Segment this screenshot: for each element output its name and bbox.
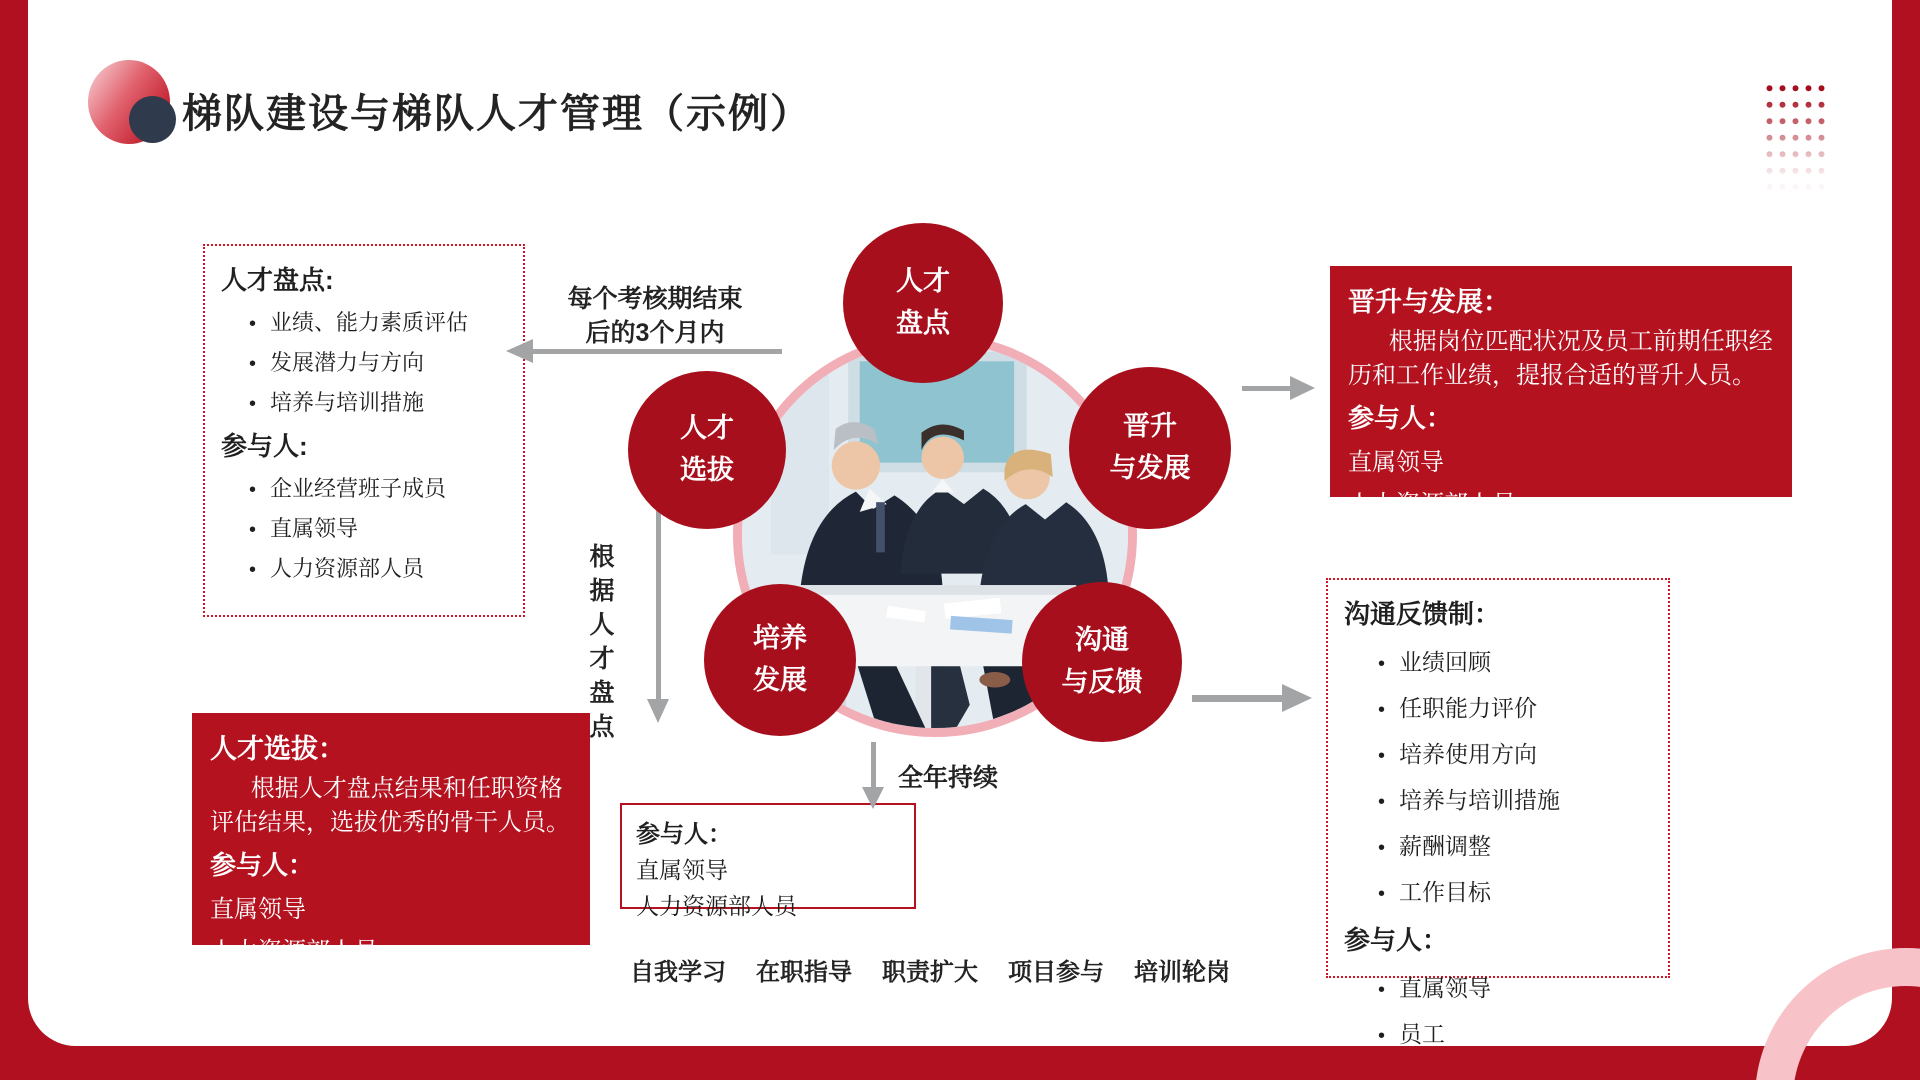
box-title: 晋升与发展：	[1348, 287, 1510, 317]
bullet-item: • 薪酬调整	[1378, 828, 1652, 861]
box-title: 人才选拔：	[210, 734, 345, 764]
participant-line: 直属领导	[636, 857, 728, 883]
bullet-item: • 培养与培训措施	[249, 386, 507, 417]
circle-label: 盘点	[896, 308, 950, 338]
participants-title: 参与人：	[1344, 925, 1449, 955]
method-label: 在职指导	[756, 959, 852, 986]
talent-inventory-box	[203, 244, 525, 617]
review-period-line2: 后的3个月内	[585, 318, 725, 347]
participant-line: 人力资源部人员	[636, 893, 797, 919]
arrow-down-icon	[647, 699, 669, 723]
participants-title: 参与人：	[636, 821, 732, 848]
center-participants-box	[620, 803, 916, 919]
review-period-label	[512, 283, 798, 351]
method-label: 自我学习	[630, 959, 726, 986]
bullet-item: • 人力资源部人员	[249, 552, 507, 583]
participant-line: 直属领导	[210, 896, 306, 924]
participant-line: 直属领导	[1348, 449, 1444, 477]
participant-line: 人力资源部人员	[210, 938, 378, 966]
participants-title: 参与人:	[221, 431, 308, 461]
method-label: 项目参与	[1008, 959, 1104, 986]
circle-label: 与发展	[1109, 453, 1191, 483]
based-on-inventory-label: 根据人才盘点	[586, 543, 614, 747]
arrow-left-icon	[506, 339, 533, 363]
dot-grid-fade	[1763, 80, 1829, 194]
page-title: 梯队建设与梯队人才管理（示例）	[182, 92, 812, 136]
circle-label: 与反馈	[1061, 667, 1143, 697]
year-round-label: 全年持续	[898, 764, 999, 792]
bullet-item: • 企业经营班子成员	[249, 472, 507, 503]
participant-line: 人力资源部人员	[1348, 491, 1516, 519]
bullet-item: • 任职能力评价	[1378, 690, 1652, 723]
circle-label: 培养	[753, 623, 807, 654]
circle-label: 人才	[680, 413, 734, 444]
box-body: 根据岗位匹配状况及员工前期任职经历和工作业绩，提报合适的晋升人员。	[1348, 328, 1773, 389]
circle-cultivation-development	[704, 584, 856, 736]
method-label: 培训轮岗	[1134, 959, 1230, 986]
bullet-item: • 工作目标	[1378, 874, 1652, 907]
circle-label: 沟通	[1075, 625, 1129, 656]
circle-label: 晋升	[1123, 411, 1177, 442]
circle-label: 选拔	[680, 455, 734, 485]
circle-talent-selection	[628, 371, 786, 529]
circle-label: 发展	[753, 665, 807, 695]
circle-promotion-development	[1069, 367, 1231, 529]
talent-selection-box	[192, 713, 590, 966]
logo-dark-circle-icon	[129, 96, 176, 143]
bullet-item: • 业绩、能力素质评估	[249, 306, 507, 337]
circle-communication-feedback	[1022, 582, 1182, 742]
arrow-right-line	[1192, 695, 1284, 702]
development-methods-row	[630, 952, 1230, 987]
bullet-item: • 培养与培训措施	[1378, 782, 1652, 815]
participants-title: 参与人：	[210, 850, 315, 881]
box-title: 人才盘点:	[221, 265, 334, 295]
review-period-line1: 每个考核期结束	[567, 285, 743, 313]
bullet-item: • 直属领导	[249, 512, 507, 543]
bullet-item: • 业绩回顾	[1378, 644, 1652, 677]
communication-feedback-box	[1326, 578, 1670, 1047]
method-label: 职责扩大	[882, 959, 978, 986]
arrow-down-line	[656, 505, 661, 701]
box-title: 沟通反馈制：	[1344, 599, 1501, 629]
arrow-right-icon	[1282, 684, 1312, 712]
arrow-right-line	[1242, 386, 1292, 391]
promotion-development-box	[1330, 266, 1792, 519]
bullet-item: • 员工	[1378, 1016, 1652, 1049]
circle-label: 人才	[896, 266, 950, 297]
arrow-right-icon	[1290, 376, 1315, 400]
arrow-down-line	[871, 742, 876, 789]
participants-title: 参与人：	[1348, 403, 1453, 434]
bullet-item: • 培养使用方向	[1378, 736, 1652, 769]
circle-talent-inventory	[843, 223, 1003, 383]
box-body: 根据人才盘点结果和任职资格评估结果，选拔优秀的骨干人员。	[210, 775, 570, 836]
bullet-item: • 直属领导	[1378, 970, 1652, 1003]
bullet-item: • 发展潜力与方向	[249, 346, 507, 377]
arrow-down-icon	[862, 787, 884, 809]
arrow-left-line	[532, 349, 782, 354]
